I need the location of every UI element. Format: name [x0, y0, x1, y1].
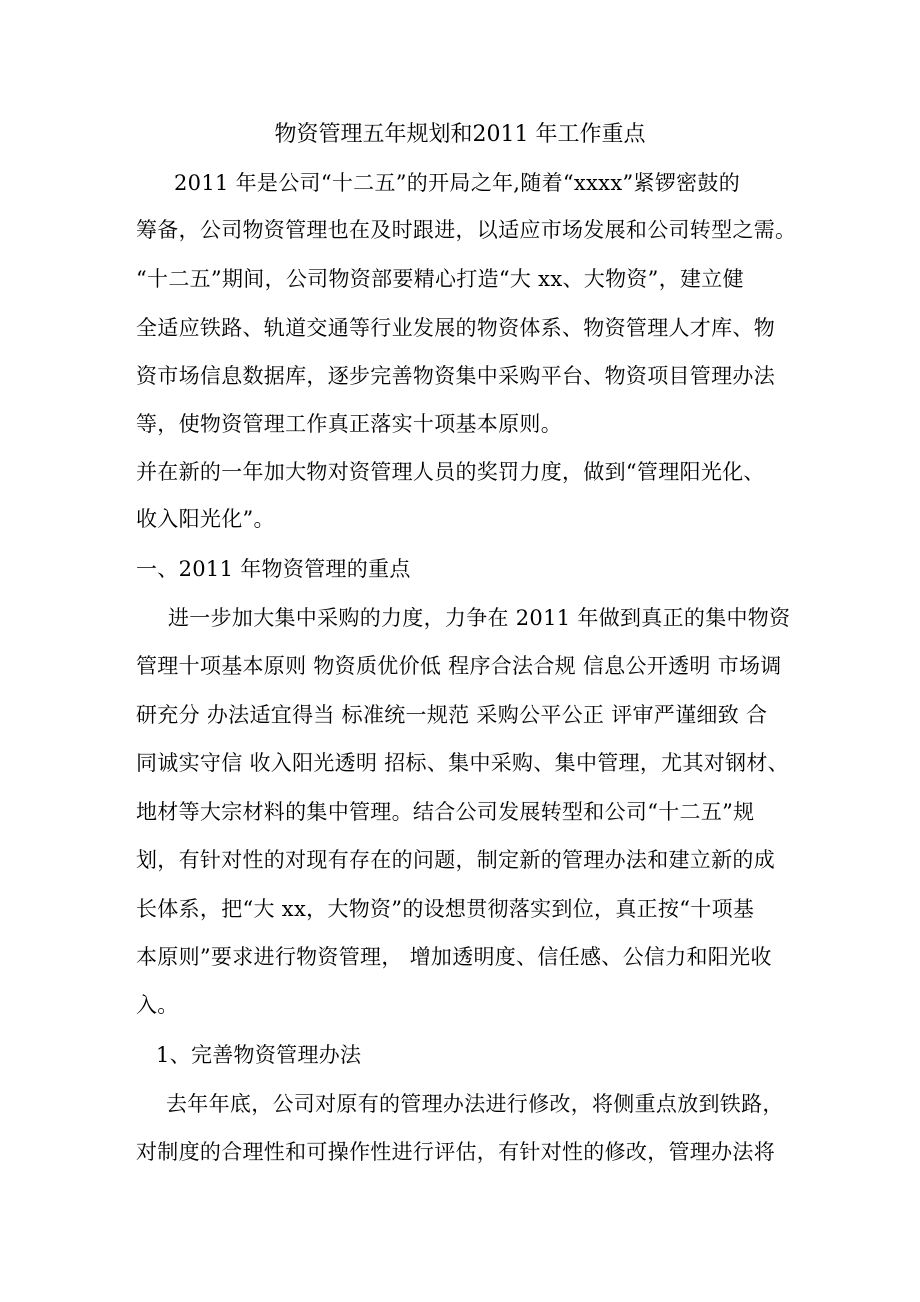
paragraph-line: “十二五”期间，公司物资部要精心打造“大 xx、大物资”，建立健 — [136, 267, 744, 291]
paragraph-line: 资市场信息数据库，逐步完善物资集中采购平台、物资项目管理办法 — [136, 364, 775, 388]
paragraph-line: 等，使物资管理工作真正落实十项基本原则。 — [136, 412, 562, 436]
paragraph-line: 研充分 办法适宜得当 标准统一规范 采购公平公正 评审严谨细致 合 — [136, 703, 768, 727]
section-heading: 一、2011 年物资管理的重点 — [136, 557, 411, 581]
paragraph-line: 收入阳光化”。 — [136, 507, 275, 531]
document-title: 物资管理五年规划和2011 年工作重点 — [274, 122, 646, 147]
paragraph-line: 本原则”要求进行物资管理， 增加透明度、信任感、公信力和阳光收 — [136, 945, 772, 969]
paragraph-line: 入。 — [136, 993, 179, 1017]
paragraph-line: 2011 年是公司“十二五”的开局之年,随着“xxxx”紧锣密鼓的 — [174, 171, 741, 195]
paragraph-line: 长体系，把“大 xx，大物资”的设想贯彻落实到位，真正按“十项基 — [136, 897, 755, 921]
paragraph-line: 去年年底，公司对原有的管理办法进行修改，将侧重点放到铁路， — [166, 1092, 784, 1116]
subsection-heading: 1、完善物资管理办法 — [156, 1043, 362, 1067]
paragraph-line: 管理十项基本原则 物资质优价低 程序合法合规 信息公开透明 市场调 — [136, 654, 782, 678]
paragraph-line: 并在新的一年加大物对资管理人员的奖罚力度，做到“管理阳光化、 — [136, 460, 765, 484]
paragraph-line: 地材等大宗材料的集中管理。结合公司发展转型和公司“十二五”规 — [136, 800, 755, 824]
paragraph-line: 进一步加大集中采购的力度，力争在 2011 年做到真正的集中物资 — [168, 606, 791, 630]
paragraph-line: 全适应铁路、轨道交通等行业发展的物资体系、物资管理人才库、物 — [136, 316, 775, 340]
paragraph-line: 同诚实守信 收入阳光透明 招标、集中采购、集中管理，尤其对钢材、 — [136, 751, 789, 775]
paragraph-line: 筹备，公司物资管理也在及时跟进，以适应市场发展和公司转型之需。 — [136, 218, 797, 242]
paragraph-line: 划，有针对性的对现有存在的问题，制定新的管理办法和建立新的成 — [136, 848, 775, 872]
paragraph-line: 对制度的合理性和可操作性进行评估，有针对性的修改，管理办法将 — [136, 1140, 775, 1164]
